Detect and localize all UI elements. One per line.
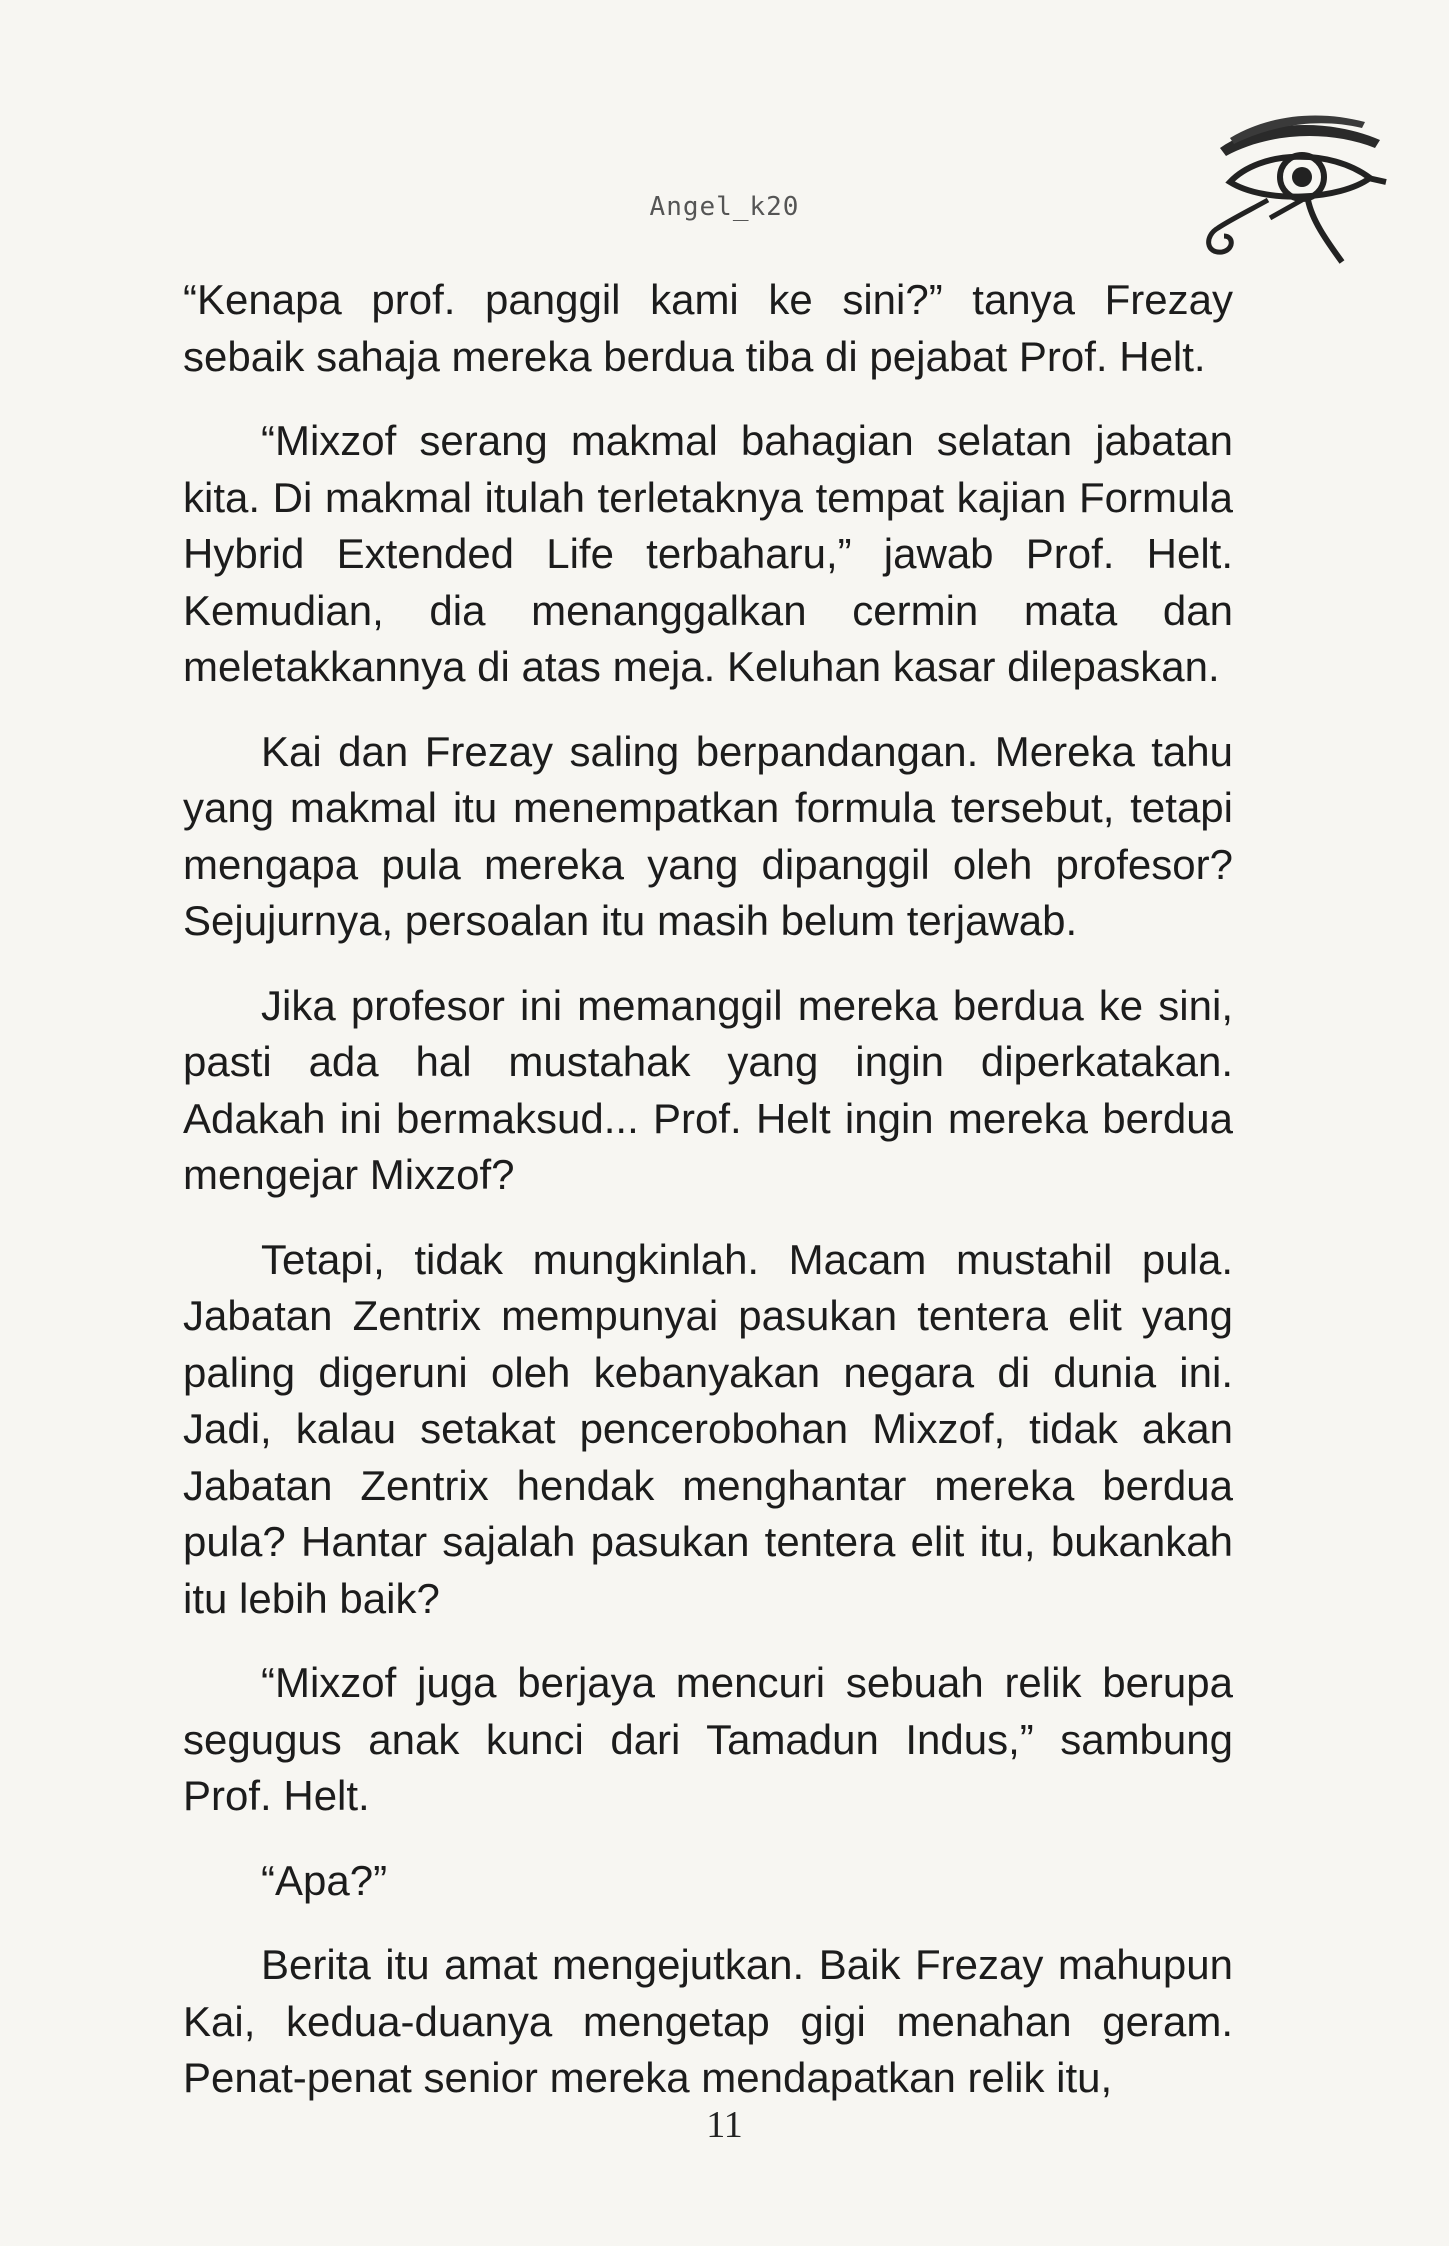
paragraph: Kai dan Frezay saling berpandangan. Mereka tahu yang makmal itu menempatkan formula tersebut, tetapi mengapa pula mereka yang dipanggil oleh profesor? Sejujurnya, persoalan itu masih belum terjawab. xyxy=(183,727,1233,944)
paragraph: Jika profesor ini memanggil mereka berdua ke sini, pasti ada hal mustahak yang ingin diperkatakan. Adakah ini bermaksud... Prof. Helt ingin mereka berdua mengejar Mixzof? xyxy=(183,981,1233,1198)
paragraph: “Kenapa prof. panggil kami ke sini?” tanya Frezay sebaik sahaja mereka berdua tiba di pejabat Prof. Helt. xyxy=(183,276,1233,380)
paragraph: Berita itu amat mengejutkan. Baik Frezay mahupun Kai, kedua-duanya mengetap gigi menahan geram. Penat-penat senior mereka mendapatkan relik itu, xyxy=(183,1941,1233,2101)
paragraph: Tetapi, tidak mungkinlah. Macam mustahil pula. Jabatan Zentrix mempunyai pasukan tentera elit yang paling digeruni oleh kebanyakan negara di dunia ini. Jadi, kalau setakat pencerobohan Mixzof, tidak akan Jabatan Zentrix hendak menghantar mereka berdua pula? Hantar sajalah pasukan tentera elit itu, bukankah itu lebih baik? xyxy=(183,1235,1233,1622)
eye-of-horus-icon xyxy=(1190,100,1390,270)
chapter-body xyxy=(183,272,1233,2135)
paragraph: “Mixzof serang makmal bahagian selatan jabatan kita. Di makmal itulah terletaknya tempat kajian Formula Hybrid Extended Life terbaharu,” jawab Prof. Helt. Kemudian, dia menanggalkan cermin mata dan meletakkannya di atas meja. Keluhan kasar dilepaskan. xyxy=(183,417,1233,690)
paragraph: “Apa?” xyxy=(261,1856,388,1904)
running-header: Angel_k20 xyxy=(649,192,800,222)
page-number: 11 xyxy=(706,2104,743,2146)
paragraph: “Mixzof juga berjaya mencuri sebuah relik berupa segugus anak kunci dari Tamadun Indus,” sambung Prof. Helt. xyxy=(183,1659,1233,1819)
